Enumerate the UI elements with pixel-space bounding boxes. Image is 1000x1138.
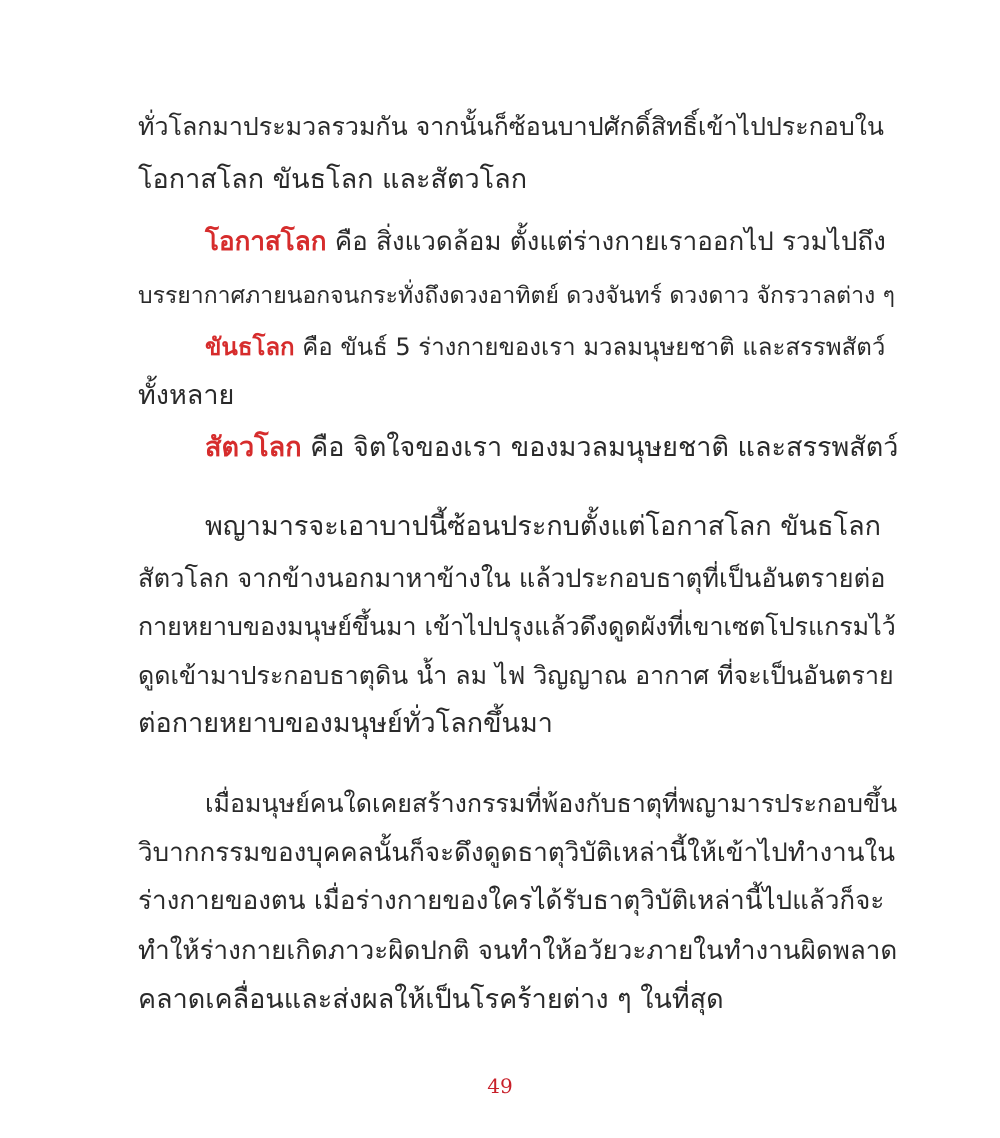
definition-khandha-loka-text: คือ ขันธ์ 5 ร่างกายของเรา มวลมนุษยชาติ และสรรพสัตว์ bbox=[294, 333, 886, 361]
definition-khandha-loka bbox=[205, 327, 898, 367]
term-okasa-loka: โอกาสโลก bbox=[205, 227, 327, 257]
paragraph-3-line-3: ร่างกายของตน เมื่อร่างกายของใครได้รับธาตุวิบัติเหล่านี้ไปแล้วก็จะ bbox=[138, 886, 885, 916]
paragraph-2-line-2: สัตวโลก จากข้างนอกมาหาข้างใน แล้วประกอบธาตุที่เป็นอันตรายต่อ bbox=[138, 564, 886, 594]
paragraph-3-line-1: เมื่อมนุษย์คนใดเคยสร้างกรรมที่พ้องกับธาตุที่พญามารประกอบขึ้น bbox=[205, 789, 898, 818]
definition-okasa-loka-continuation: บรรยากาศภายนอกจนกระทั่งถึงดวงอาทิตย์ ดวงจันทร์ ดวงดาว จักรวาลต่าง ๆ bbox=[138, 283, 895, 309]
term-khandha-loka: ขันธโลก bbox=[205, 333, 295, 361]
definition-khandha-loka-continuation: ทั้งหลาย bbox=[138, 380, 235, 411]
page-number: 49 bbox=[487, 1074, 513, 1098]
paragraph-1-line-1: ทั่วโลกมาประมวลรวมกัน จากนั้นก็ซ้อนบาปศักดิ์สิทธิ์เข้าไปประกอบใน bbox=[138, 112, 884, 141]
paragraph-3-line-2: วิบากกรรมของบุคคลนั้นก็จะดึงดูดธาตุวิบัติเหล่านี้ให้เข้าไปทำงานใน bbox=[138, 838, 896, 868]
definition-satta-loka-text: คือ จิตใจของเรา ของมวลมนุษยชาติ และสรรพสัตว์ bbox=[301, 432, 899, 463]
paragraph-1-line-2: โอกาสโลก ขันธโลก และสัตวโลก bbox=[138, 164, 528, 195]
paragraph-3-line-4: ทำให้ร่างกายเกิดภาวะผิดปกติ จนทำให้อวัยวะภายในทำงานผิดพลาด bbox=[138, 936, 898, 966]
term-satta-loka: สัตวโลก bbox=[205, 432, 302, 463]
paragraph-3-line-5: คลาดเคลื่อนและส่งผลให้เป็นโรคร้ายต่าง ๆ ในที่สุด bbox=[138, 984, 724, 1015]
definition-okasa-loka-text: คือ สิ่งแวดล้อม ตั้งแต่ร่างกายเราออกไป รวมไปถึง bbox=[326, 227, 886, 257]
paragraph-2-line-4: ดูดเข้ามาประกอบธาตุดิน น้ำ ลม ไฟ วิญญาณ อากาศ ที่จะเป็นอันตราย bbox=[138, 661, 894, 690]
definition-satta-loka bbox=[205, 428, 898, 468]
paragraph-2-line-5: ต่อกายหยาบของมนุษย์ทั่วโลกขึ้นมา bbox=[138, 708, 553, 739]
definition-okasa-loka bbox=[205, 222, 898, 262]
paragraph-2-line-1: พญามารจะเอาบาปนี้ซ้อนประกบตั้งแต่โอกาสโลก ขันธโลก bbox=[205, 511, 882, 542]
paragraph-2-line-3: กายหยาบของมนุษย์ขึ้นมา เข้าไปปรุงแล้วดึงดูดผังที่เขาเซตโปรแกรมไว้ bbox=[138, 612, 896, 641]
